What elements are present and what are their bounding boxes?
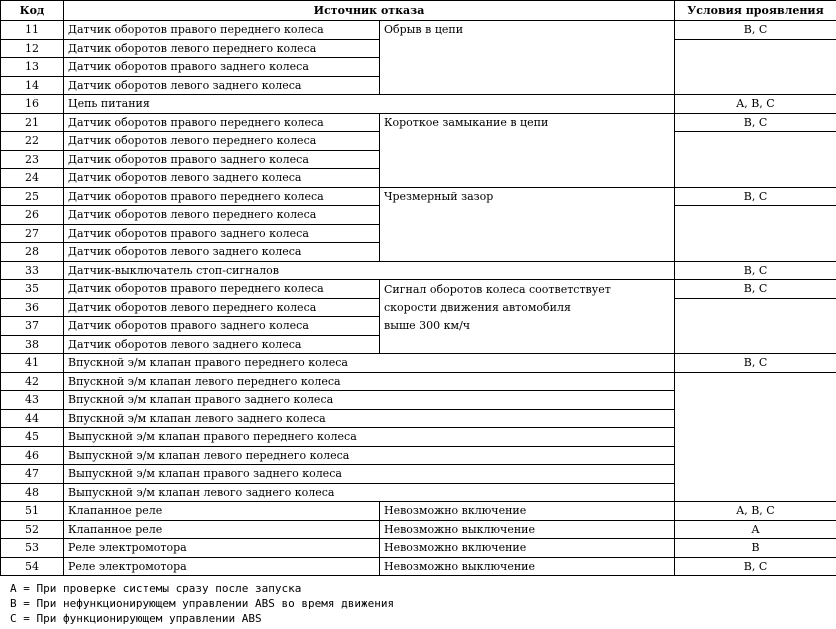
table-row [1,520,836,539]
condition-cell: B, C [675,557,836,576]
source-cell: Цепь питания [64,95,675,114]
header-condition: Условия проявления [675,1,836,21]
source-cell: Датчик оборотов правого заднего колеса [64,317,380,336]
source-cell: Датчик оборотов левого переднего колеса [64,298,380,317]
source-cell: Датчик оборотов левого заднего колеса [64,335,380,354]
code-cell: 51 [1,502,64,521]
legend-item-c: C = При функционирующем управлении ABS [10,612,262,625]
source-cell: Датчик оборотов левого заднего колеса [64,76,380,95]
source-cell: Впускной э/м клапан левого заднего колеса [64,409,675,428]
source-cell: Датчик оборотов левого переднего колеса [64,206,380,225]
legend [10,581,394,626]
source-cell: Впускной э/м клапан правого переднего колеса [64,354,675,373]
detail-cell: Сигнал оборотов колеса соответствует [380,280,675,299]
legend-item-a: A = При проверке системы сразу после запуска [10,582,302,595]
condition-cell [675,298,836,354]
code-cell: 38 [1,335,64,354]
source-cell: Датчик оборотов правого переднего колеса [64,21,380,40]
table-header-row [1,1,836,21]
source-cell: Впускной э/м клапан левого переднего колеса [64,372,675,391]
condition-cell: B, C [675,21,836,40]
code-cell: 46 [1,446,64,465]
detail-cell: выше 300 км/ч [380,317,675,336]
condition-cell: B, C [675,261,836,280]
source-cell: Датчик оборотов правого переднего колеса [64,113,380,132]
code-cell: 48 [1,483,64,502]
detail-cell: Короткое замыкание в цепи [380,113,675,187]
detail-cell: Невозможно включение [380,539,675,558]
code-cell: 16 [1,95,64,114]
detail-cell: Обрыв в цепи [380,21,675,95]
code-cell: 22 [1,132,64,151]
source-cell: Выпускной э/м клапан правого заднего колеса [64,465,675,484]
code-cell: 14 [1,76,64,95]
table-row [1,354,836,373]
source-cell: Датчик оборотов левого заднего колеса [64,169,380,188]
condition-cell: B, C [675,187,836,206]
code-cell: 44 [1,409,64,428]
condition-cell [675,206,836,262]
table-row [1,557,836,576]
code-cell: 23 [1,150,64,169]
detail-cell: Невозможно выключение [380,557,675,576]
code-cell: 11 [1,21,64,40]
source-cell: Выпускной э/м клапан правого переднего колеса [64,428,675,447]
table-row [1,502,836,521]
table-row [1,261,836,280]
code-cell: 12 [1,39,64,58]
code-cell: 25 [1,187,64,206]
condition-cell [675,132,836,188]
code-cell: 54 [1,557,64,576]
condition-cell: A, B, C [675,502,836,521]
code-cell: 43 [1,391,64,410]
legend-item-b: B = При нефункционирующем управлении ABS во время движения [10,597,395,610]
code-cell: 37 [1,317,64,336]
code-cell: 27 [1,224,64,243]
code-cell: 42 [1,372,64,391]
source-cell: Реле электромотора [64,539,380,558]
condition-cell: B [675,539,836,558]
source-cell: Датчик оборотов правого переднего колеса [64,280,380,299]
source-cell: Датчик оборотов правого заднего колеса [64,58,380,77]
source-cell: Датчик оборотов правого заднего колеса [64,150,380,169]
condition-cell: B, C [675,113,836,132]
source-cell: Датчик оборотов левого заднего колеса [64,243,380,262]
code-cell: 35 [1,280,64,299]
table-row [1,95,836,114]
source-cell: Датчик оборотов правого переднего колеса [64,187,380,206]
code-cell: 47 [1,465,64,484]
header-code: Код [1,1,64,21]
source-cell: Клапанное реле [64,502,380,521]
code-cell: 13 [1,58,64,77]
code-cell: 28 [1,243,64,262]
detail-cell: Невозможно включение [380,502,675,521]
code-cell: 53 [1,539,64,558]
detail-cell: скорости движения автомобиля [380,298,675,317]
detail-cell: Чрезмерный зазор [380,187,675,261]
source-cell: Выпускной э/м клапан левого переднего колеса [64,446,675,465]
source-cell: Датчик оборотов левого переднего колеса [64,39,380,58]
detail-cell: Невозможно выключение [380,520,675,539]
code-cell: 52 [1,520,64,539]
condition-cell: B, C [675,354,836,373]
condition-cell [675,39,836,95]
table-row [1,280,836,299]
table-row [1,298,836,317]
code-cell: 26 [1,206,64,225]
table-row [1,21,836,40]
source-cell: Клапанное реле [64,520,380,539]
source-cell: Выпускной э/м клапан левого заднего колеса [64,483,675,502]
condition-cell: B, C [675,280,836,299]
header-source: Источник отказа [64,1,675,21]
code-cell: 24 [1,169,64,188]
table-row [1,539,836,558]
source-cell: Впускной э/м клапан правого заднего колеса [64,391,675,410]
table-row [1,113,836,132]
table-row [1,187,836,206]
code-cell: 21 [1,113,64,132]
condition-cell [675,372,836,502]
condition-cell: A [675,520,836,539]
code-cell: 33 [1,261,64,280]
code-cell: 36 [1,298,64,317]
table-row [1,372,836,391]
code-cell: 41 [1,354,64,373]
condition-cell: A, B, C [675,95,836,114]
detail-cell [380,335,675,354]
source-cell: Датчик-выключатель стоп-сигналов [64,261,675,280]
source-cell: Реле электромотора [64,557,380,576]
code-cell: 45 [1,428,64,447]
source-cell: Датчик оборотов правого заднего колеса [64,224,380,243]
source-cell: Датчик оборотов левого переднего колеса [64,132,380,151]
